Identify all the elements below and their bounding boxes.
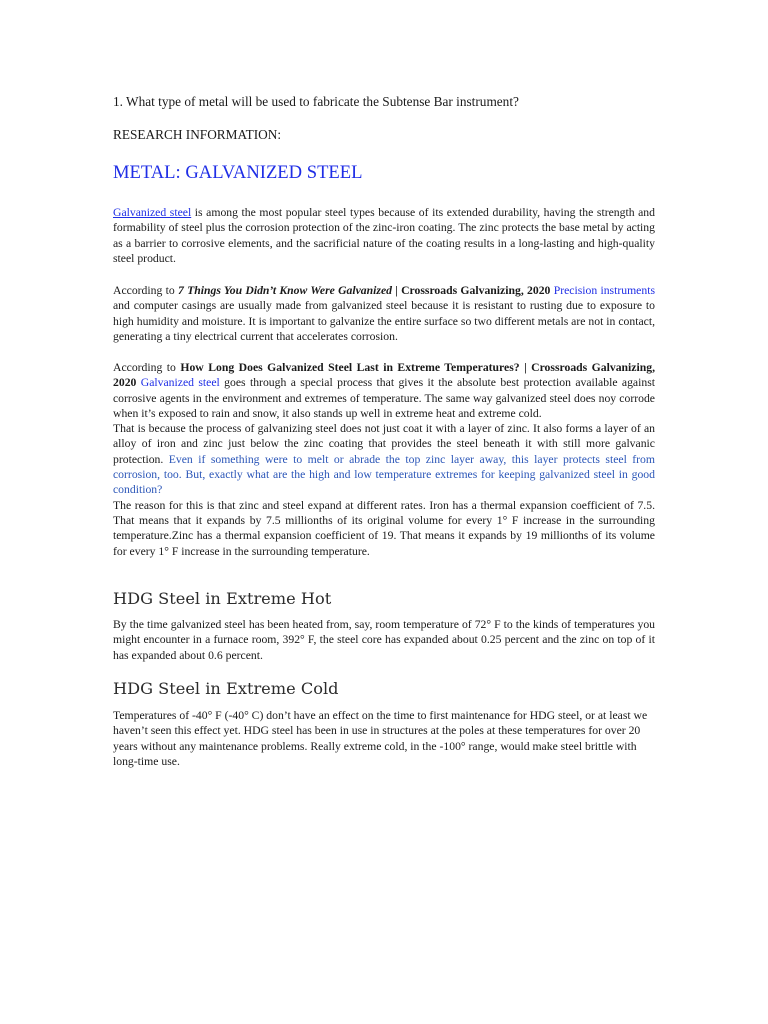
source-title: 7 Things You Didn’t Know Were Galvanized [177, 284, 392, 297]
galvanized-steel-link[interactable]: Galvanized steel [113, 206, 192, 219]
research-label: RESEARCH INFORMATION: [113, 127, 282, 142]
heading-extreme-cold: HDG Steel in Extreme Cold [113, 679, 339, 698]
source-publisher: | Crossroads Galvanizing, 2020 [391, 284, 551, 297]
precision-instruments-link[interactable]: Precision instruments [553, 284, 655, 297]
according-prefix: According to [113, 284, 178, 297]
paragraph-text: goes through a special process that gives it the absolute best protection available against corrosive agents in the environment and extremes of temperature. The same way galvanized steel does noy corrode when it’s exposed to rain and snow, it also stands up well in extreme heat and extreme cold. [113, 376, 655, 420]
paragraph-galvanized-intro [113, 205, 655, 266]
metal-heading: METAL: GALVANIZED STEEL [113, 162, 363, 183]
paragraph-text: The reason for this is that zinc and steel expand at different rates. Iron has a thermal expansion coefficient of 7.5. That means that it expands by 7.5 millionths of its original volume for every 1° F increase in the surrounding temperature.Zinc has a thermal expansion coefficient of 19. That means it expands by 19 millionths of its volume for every 1° F increase in the surrounding temperature. [113, 498, 655, 558]
source-title: How Long Does Galvanized Steel Last in Extreme Temperatures? | Crossroads Galvanizing, 2020 [113, 361, 655, 390]
according-prefix: According to [113, 361, 181, 374]
paragraph-extreme-hot: By the time galvanized steel has been heated from, say, room temperature of 72° F to the kinds of temperatures you might encounter in a furnace room, 392° F, the steel core has expanded about 0.25 percent and the zinc on top of it has expanded about 0.6 percent. [113, 618, 655, 662]
heading-extreme-hot: HDG Steel in Extreme Hot [113, 589, 332, 608]
galvanized-steel-link-2[interactable]: Galvanized steel [140, 376, 220, 390]
paragraph-extreme-temperatures [113, 360, 655, 559]
paragraph-text: and computer casings are usually made from galvanized steel because it is resistant to rusting due to exposure to high humidity and moisture. It is important to galvanize the entire surface so two different metals are not in contact, generating a tiny electrical current that accelerates corrosion. [113, 299, 655, 343]
question-text: 1. What type of metal will be used to fabricate the Subtense Bar instrument? [113, 94, 519, 109]
paragraph-text: That is because the process of galvanizing steel does not just coat it with a layer of zinc. It also forms a layer of an alloy of iron and zinc just below the zinc coating that provides the steel beneath it with still more galvanic protection. [113, 422, 655, 466]
paragraph-text: is among the most popular steel types because of its extended durability, having the strength and formability of steel plus the corrosion protection of the zinc-iron coating. The zinc protects the base metal by acting as a barrier to corrosive elements, and the sacrificial nature of the coating results in a long-lasting and high-quality steel product. [113, 206, 655, 265]
paragraph-seven-things [113, 283, 655, 344]
paragraph-extreme-cold: Temperatures of -40° F (-40° C) don’t have an effect on the time to first maintenance for HDG steel, or at least we haven’t seen this effect yet. HDG steel has been in use in structures at the poles at these temperatures for over 20 years without any maintenance problems. Really extreme cold, in the -100° range, would make steel brittle with long-time use. [113, 709, 648, 768]
highlighted-text: Even if something were to melt or abrade the top zinc layer away, this layer protects steel from corrosion, too. But, exactly what are the high and low temperature extremes for keeping galvanized steel in good condition? [113, 452, 655, 497]
